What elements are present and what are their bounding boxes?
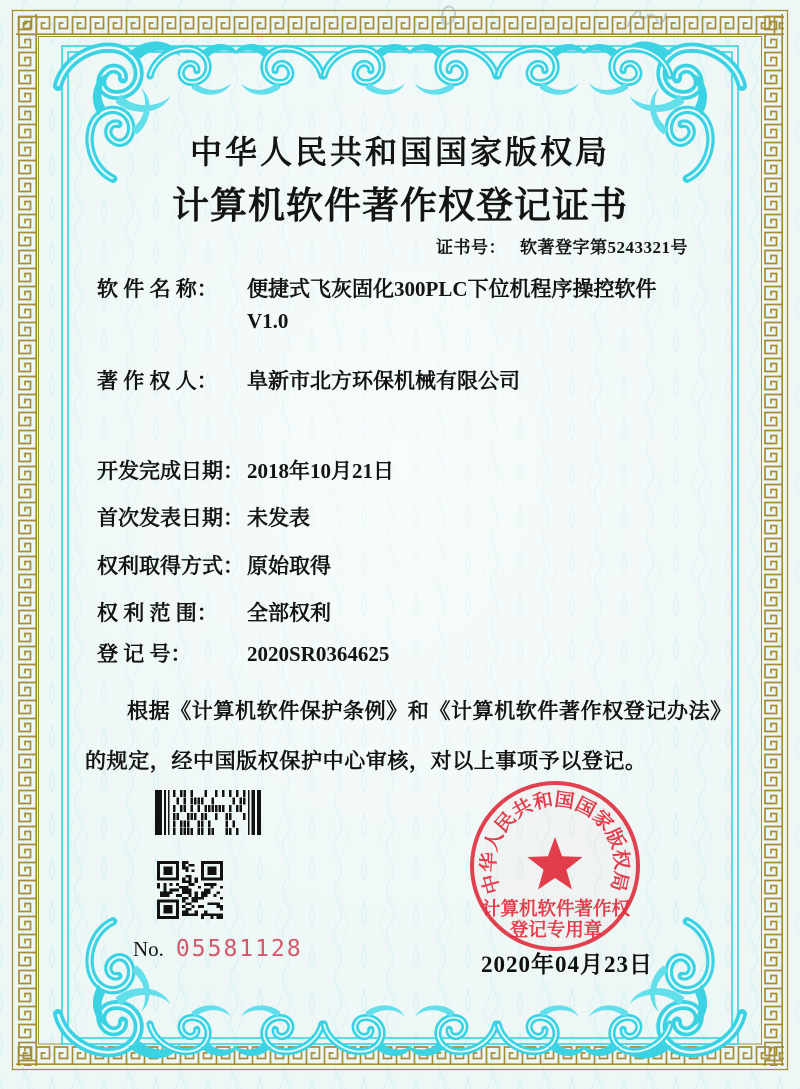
field-value: 2020SR0364625 [247,642,390,666]
certificate-number-value: 软著登字第5243321号 [520,238,688,257]
seal-inner-line2: 登记专用章 [509,921,603,941]
authority-title: 中华人民共和国国家版权局 [189,134,610,170]
certificate-number-label: 证书号： [436,238,506,257]
seal-ring-text: 中华人民共和国国家版权局 [478,789,632,897]
seal-inner-line1: 计算机软件著作权 [481,900,631,920]
issue-date: 2020年04月23日 [481,952,653,977]
field-row-software-name [97,273,657,337]
field-row-rights-scope [97,597,331,629]
software-version: V1.0 [247,309,289,333]
field-row-first-publication [97,502,310,534]
qr-code [157,861,223,919]
meander-border-top [16,14,784,36]
certificate-title: 计算机软件著作权登记证书 [172,186,628,227]
official-seal [463,776,649,962]
field-value: 2018年10月21日 [247,459,394,483]
serial-number: 05581128 [175,936,303,962]
serial-number-row [133,936,303,962]
field-label: 开发完成日期： [97,459,244,483]
field-row-rights-acquisition [97,550,331,582]
field-label: 首次发表日期： [97,506,244,530]
field-label: 软 件 名 称： [97,277,218,301]
field-value: 未发表 [247,506,310,530]
field-label: 权利取得方式： [97,554,244,578]
field-value: 全部权利 [247,601,331,625]
field-row-completion-date [97,455,394,487]
field-label: 权 利 范 围： [97,601,218,625]
field-label: 登 记 号： [97,642,192,666]
field-row-registration-number [97,638,389,670]
field-value: 阜新市北方环保机械有限公司 [247,369,520,393]
field-row-copyright-owner [97,365,520,397]
field-value: 便捷式飞灰固化300PLC下位机程序操控软件 V1.0 [247,277,657,333]
serial-prefix: No. [133,937,164,961]
certificate-number-row [436,233,688,258]
field-value: 原始取得 [247,554,331,578]
field-label: 著 作 权 人： [97,369,218,393]
pdf417-barcode [155,790,263,835]
registration-statement: 根据《计算机软件保护条例》和《计算机软件著作权登记办法》的规定，经中国版权保护中心审核，对以上事项予以登记。 [85,699,732,773]
